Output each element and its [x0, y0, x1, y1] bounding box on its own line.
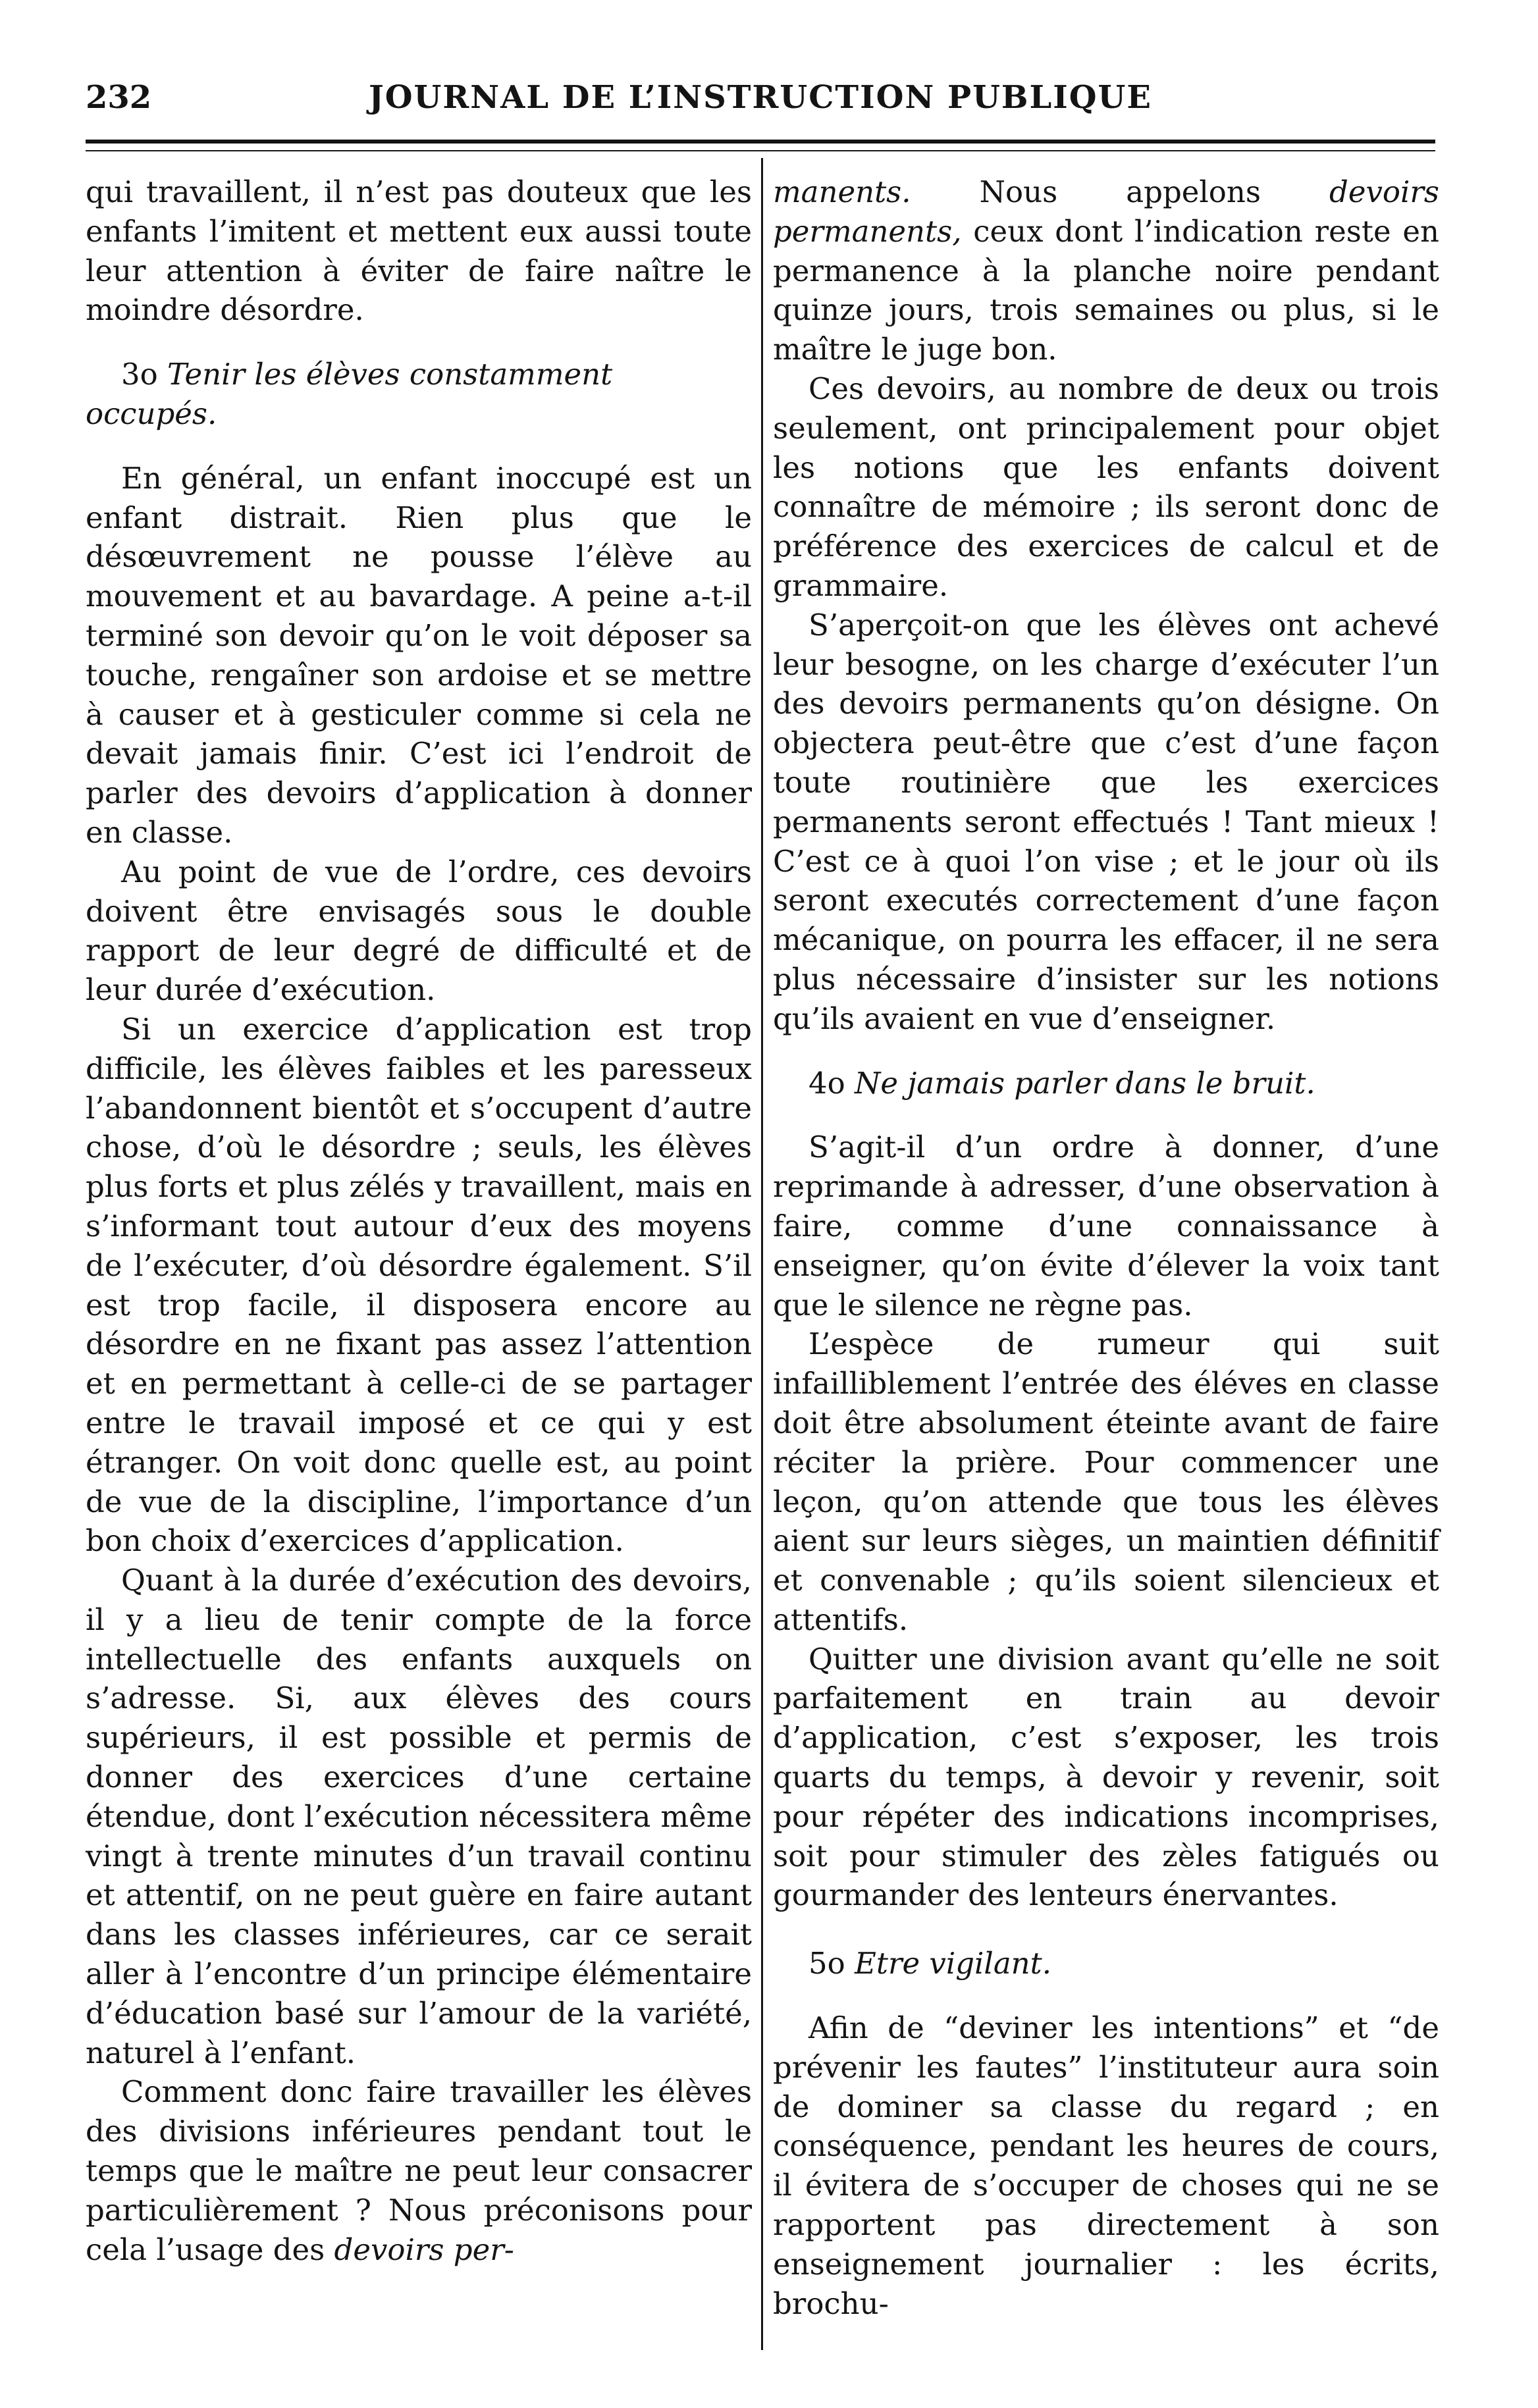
italic-term: devoirs permanents,	[773, 174, 1439, 249]
paragraph	[773, 172, 1439, 369]
paragraph: Au point de vue de l’ordre, ces devoirs doivent être envisagés sous le double rapport de leur degré de difficulté et de leur durée d’exécution.	[86, 854, 752, 1008]
section-number: 3o	[121, 357, 168, 392]
paragraph: Afin de “deviner les intentions” et “de prévenir les fautes” l’instituteur aura soin de dominer sa classe du regard ; en conséquence, pendant les heures de cours, il évitera de s’occuper de choses qui ne se rapportent pas directement à son enseignement journalier : les écrits, brochu-	[773, 2010, 1439, 2321]
paragraph: Si un exercice d’application est trop difficile, les élèves faibles et les paresseux l’abandonnent bientôt et s’occupent d’autre chose, d’où le désordre ; seuls, les élèves plus forts et plus zélés y travaillent, mais en s’informant tout autour d’eux des moyens de l’exécuter, d’où désordre également. S’il est trop facile, il disposera encore au désordre en ne fixant pas assez l’attention et en permettant à celle-ci de se partager entre le travail imposé et ce qui y est étranger. On voit donc quelle est, au point de vue de la discipline, l’importance d’un bon choix d’exercices d’application.	[86, 1011, 752, 1559]
section-title: Ne jamais parler dans le bruit.	[855, 1065, 1315, 1101]
italic-term: devoirs per-	[334, 2232, 514, 2267]
paragraph-text: Nous appelons	[911, 174, 1330, 209]
running-title: JOURNAL DE L’INSTRUCTION PUBLIQUE	[369, 79, 1152, 116]
paragraph: En général, un enfant inoccupé est un enfant distrait. Rien plus que le désœuvrement ne pousse l’élève au mouvement et au bavardage. A peine a-t-il terminé son devoir qu’on le voit déposer sa touche, rengaîner son ardoise et se mettre à causer et à gesticuler comme si cela ne devait jamais finir. C’est ici l’endroit de parler des devoirs d’application à donner en classe.	[86, 460, 752, 850]
section-number: 4o	[809, 1065, 855, 1101]
right-column	[773, 172, 1439, 2323]
section-heading-5	[773, 1944, 1439, 1983]
header-rule-thick	[86, 140, 1435, 144]
paragraph: S’aperçoit-on que les élèves ont achevé leur besogne, on les charge d’exécuter l’un des devoirs permanents qu’on désigne. On objectera peut-être que c’est d’une façon toute routinière que les exercices permanents seront effectués ! Tant mieux ! C’est ce à quoi l’on vise ; et le jour où ils seront executés correctement d’une façon mécanique, on pourra les effacer, il ne sera plus nécessaire d’insister sur les notions qu’ils avaient en vue d’enseigner.	[773, 607, 1439, 1036]
page-number: 232	[86, 79, 152, 116]
section-heading-3	[86, 355, 752, 434]
column-divider	[761, 158, 763, 2350]
paragraph-text: Comment donc faire travailler les élèves des divisions inférieures pendant tout le temps que le maître ne peut leur consacrer particulièrement ? Nous préconisons pour cela l’usage des	[86, 2074, 752, 2267]
header-rule-thin	[86, 150, 1435, 151]
section-heading-4	[773, 1064, 1439, 1103]
section-title: Tenir les élèves constamment occupés.	[86, 357, 613, 431]
left-column	[86, 172, 752, 2269]
section-title: Etre vigilant.	[855, 1946, 1052, 1981]
paragraph: S’agit-il d’un ordre à donner, d’une reprimande à adresser, d’une observation à faire, comme d’une connaissance à enseigner, qu’on évite d’élever la voix tant que le silence ne règne pas.	[773, 1130, 1439, 1322]
italic-term: manents.	[773, 174, 911, 209]
section-number: 5o	[809, 1946, 855, 1981]
paragraph	[86, 2072, 752, 2269]
paragraph: L’espèce de rumeur qui suit infailliblement l’entrée des éléves en classe doit être absolument éteinte avant de faire réciter la prière. Pour commencer une leçon, qu’on attende que tous les élèves aient sur leurs sièges, un maintien définitif et convenable ; qu’ils soient silencieux et attentifs.	[773, 1326, 1439, 1637]
paragraph-text: ceux dont l’indication reste en permanence à la planche noire pendant quinze jours, trois semaines ou plus, si le maître le juge bon.	[773, 213, 1439, 367]
paragraph: Quant à la durée d’exécution des devoirs, il y a lieu de tenir compte de la force intellectuelle des enfants auxquels on s’adresse. Si, aux élèves des cours supérieurs, il est possible et permis de donner des exercices d’une certaine étendue, dont l’exécution nécessitera même vingt à trente minutes d’un travail continu et attentif, on ne peut guère en faire autant dans les classes inférieures, car ce serait aller à l’encontre d’un principe élémentaire d’éducation basé sur l’amour de la variété, naturel à l’enfant.	[86, 1563, 752, 2070]
paragraph: Quitter une division avant qu’elle ne soit parfaitement en train au devoir d’application, c’est s’exposer, les trois quarts du temps, à devoir y revenir, soit pour répéter des indications incomprises, soit pour stimuler des zèles fatigués ou gourmander des lenteurs énervantes.	[773, 1641, 1439, 1913]
page-header	[86, 79, 1435, 132]
paragraph: Ces devoirs, au nombre de deux ou trois seulement, ont principalement pour objet les notions que les enfants doivent connaître de mémoire ; ils seront donc de préférence des exercices de calcul et de grammaire.	[773, 371, 1439, 603]
paragraph: qui travaillent, il n’est pas douteux que les enfants l’imitent et mettent eux aussi toute leur attention à éviter de faire naître le moindre désordre.	[86, 174, 752, 328]
